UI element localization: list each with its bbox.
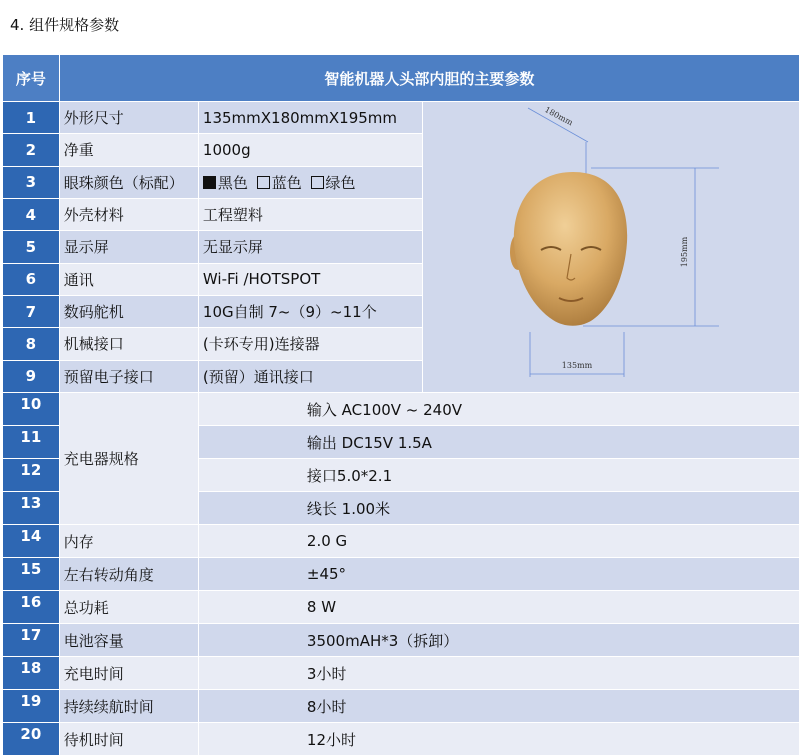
row-value: 12小时 xyxy=(198,723,799,756)
section-title: 4. 组件规格参数 xyxy=(10,16,120,34)
row-value: Wi-Fi /HOTSPOT xyxy=(198,263,422,295)
charger-spec-name: 充电器规格 xyxy=(59,393,198,525)
width-label: 135mm xyxy=(561,361,593,370)
row-value: 工程塑料 xyxy=(198,198,422,230)
eye-option-black: 黑色 xyxy=(203,174,248,192)
row-value: 接口5.0*2.1 xyxy=(198,459,799,492)
row-name: 预留电子接口 xyxy=(59,360,198,392)
row-number: 6 xyxy=(3,263,60,295)
row-name: 眼珠颜色（标配） xyxy=(59,166,198,198)
row-name: 通讯 xyxy=(59,263,198,295)
row-number: 14 xyxy=(3,525,60,558)
row-value: (卡环专用)连接器 xyxy=(198,328,422,360)
row-number: 20 xyxy=(3,723,60,756)
row-number: 5 xyxy=(3,231,60,263)
eye-option-green: 绿色 xyxy=(311,174,356,192)
row-name: 净重 xyxy=(59,134,198,166)
row-name: 内存 xyxy=(59,525,198,558)
spec-table xyxy=(2,54,800,756)
row-value: 无显示屏 xyxy=(198,231,422,263)
header-title: 智能机器人头部内胆的主要参数 xyxy=(59,55,799,102)
table-row xyxy=(3,690,800,723)
eye-color-options xyxy=(198,166,422,198)
row-value: 8小时 xyxy=(198,690,799,723)
table-row xyxy=(3,393,800,426)
row-name: 数码舵机 xyxy=(59,295,198,327)
table-row xyxy=(3,102,800,134)
row-name: 外壳材料 xyxy=(59,198,198,230)
depth-label: 180mm xyxy=(543,105,575,128)
row-number: 19 xyxy=(3,690,60,723)
row-number: 3 xyxy=(3,166,60,198)
row-name: 机械接口 xyxy=(59,328,198,360)
row-number: 8 xyxy=(3,328,60,360)
row-name: 外形尺寸 xyxy=(59,102,198,134)
table-row xyxy=(3,657,800,690)
row-value: (预留）通讯接口 xyxy=(198,360,422,392)
row-number: 10 xyxy=(3,393,60,426)
row-value: 8 W xyxy=(198,591,799,624)
row-name: 电池容量 xyxy=(59,624,198,657)
row-value: ±45° xyxy=(198,558,799,591)
row-value: 2.0 G xyxy=(198,525,799,558)
height-label: 195mm xyxy=(679,236,689,268)
row-name: 充电时间 xyxy=(59,657,198,690)
row-number: 13 xyxy=(3,492,60,525)
row-name: 显示屏 xyxy=(59,231,198,263)
table-row xyxy=(3,591,800,624)
row-value: 线长 1.00米 xyxy=(198,492,799,525)
header-no: 序号 xyxy=(3,55,60,102)
table-row xyxy=(3,525,800,558)
row-number: 17 xyxy=(3,624,60,657)
row-number: 7 xyxy=(3,295,60,327)
table-header-row xyxy=(3,55,800,102)
table-row xyxy=(3,558,800,591)
table-row xyxy=(3,624,800,657)
row-number: 18 xyxy=(3,657,60,690)
row-number: 1 xyxy=(3,102,60,134)
row-value: 3小时 xyxy=(198,657,799,690)
row-value: 输入 AC100V ~ 240V xyxy=(198,393,799,426)
row-name: 左右转动角度 xyxy=(59,558,198,591)
row-number: 2 xyxy=(3,134,60,166)
row-name: 总功耗 xyxy=(59,591,198,624)
row-value: 135mmX180mmX195mm xyxy=(198,102,422,134)
row-number: 4 xyxy=(3,198,60,230)
row-value: 10G自制 7~（9）~11个 xyxy=(198,295,422,327)
eye-option-blue: 蓝色 xyxy=(257,174,302,192)
row-number: 16 xyxy=(3,591,60,624)
table-row xyxy=(3,723,800,756)
row-value: 3500mAH*3（拆卸） xyxy=(198,624,799,657)
row-number: 12 xyxy=(3,459,60,492)
checkbox-empty-icon xyxy=(311,176,324,189)
row-name: 待机时间 xyxy=(59,723,198,756)
row-number: 9 xyxy=(3,360,60,392)
head-dimension-illustration xyxy=(423,102,799,392)
checkbox-checked-icon xyxy=(203,176,216,189)
head-image-cell xyxy=(422,102,799,393)
checkbox-empty-icon xyxy=(257,176,270,189)
row-value: 输出 DC15V 1.5A xyxy=(198,426,799,459)
row-number: 15 xyxy=(3,558,60,591)
row-number: 11 xyxy=(3,426,60,459)
row-name: 持续续航时间 xyxy=(59,690,198,723)
row-value: 1000g xyxy=(198,134,422,166)
